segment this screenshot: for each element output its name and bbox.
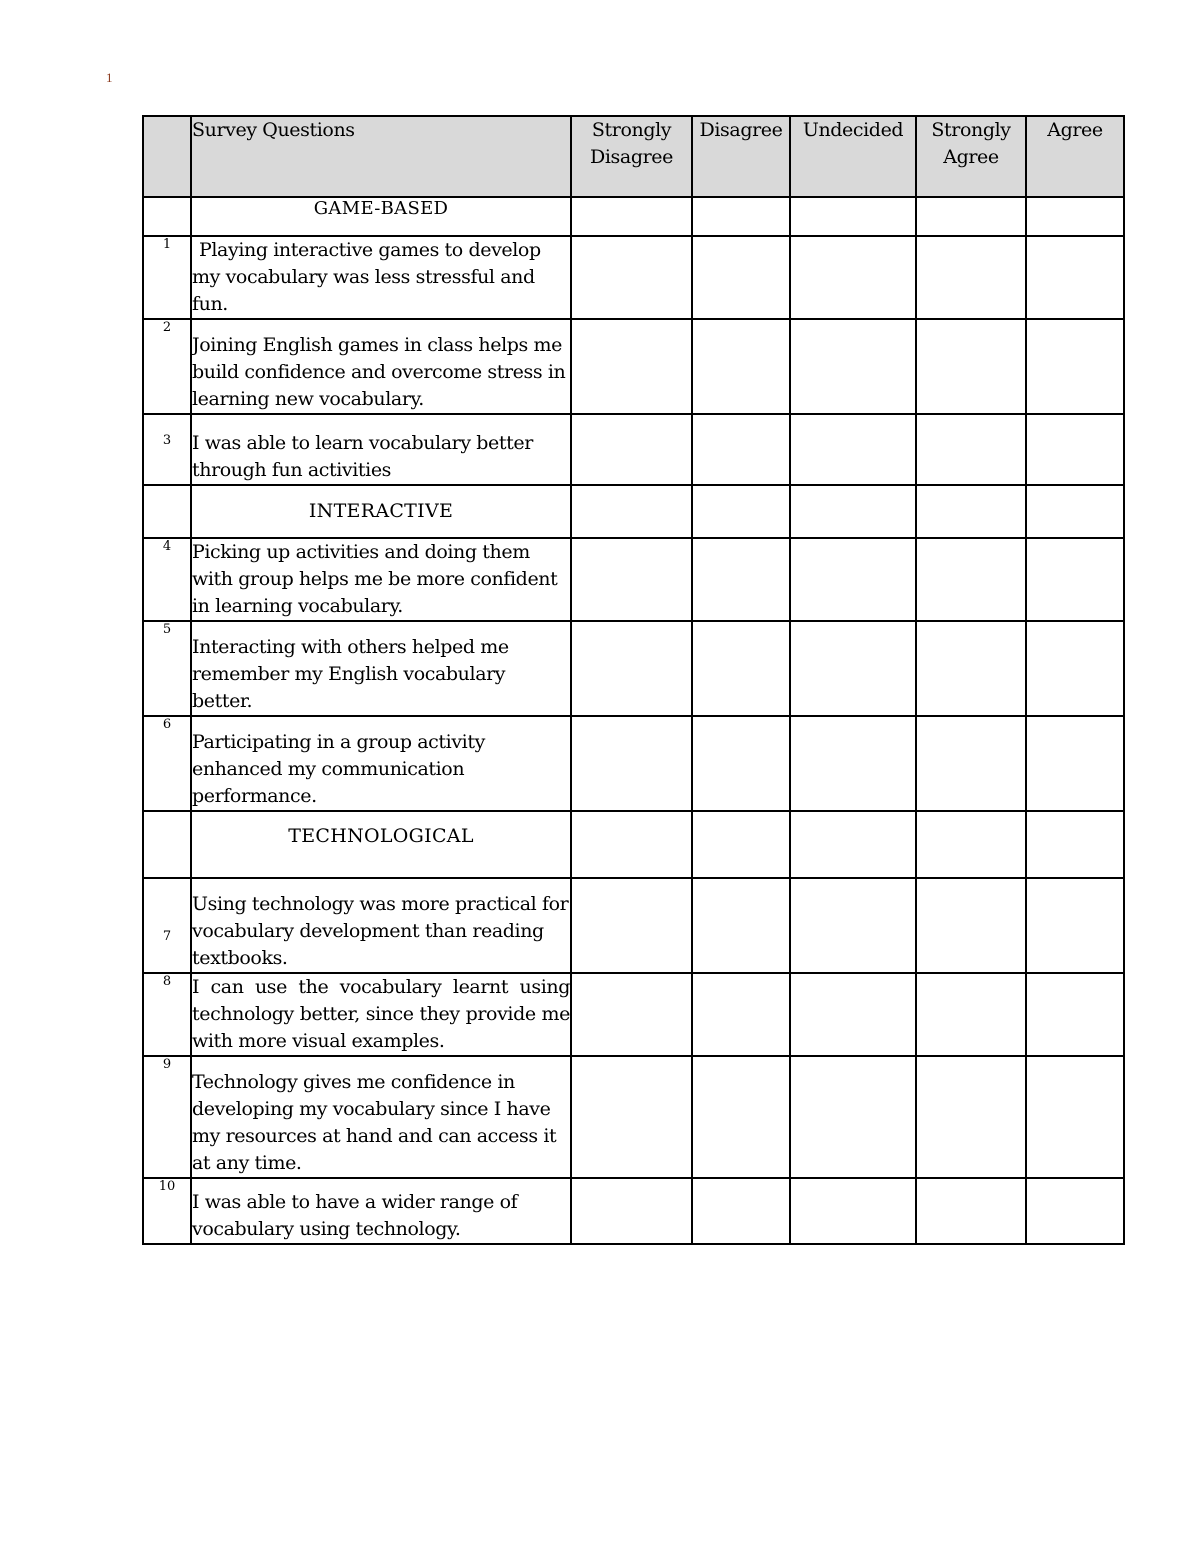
response-strongly-disagree[interactable] (571, 1056, 692, 1178)
response-disagree[interactable] (692, 236, 790, 319)
response-strongly-agree[interactable] (916, 1178, 1026, 1244)
header-disagree: Disagree (692, 116, 790, 197)
section-row-interactive (143, 485, 1124, 538)
response-disagree[interactable] (692, 414, 790, 485)
response-agree[interactable] (1026, 1178, 1124, 1244)
response-undecided[interactable] (790, 236, 916, 319)
response-agree[interactable] (1026, 1056, 1124, 1178)
response-disagree[interactable] (692, 621, 790, 716)
response-agree[interactable] (1026, 716, 1124, 811)
page-number: 1 (106, 70, 113, 85)
response-disagree[interactable] (692, 878, 790, 973)
response-undecided[interactable] (790, 621, 916, 716)
response-strongly-disagree[interactable] (571, 716, 692, 811)
question-row (143, 414, 1124, 485)
header-number-cell (143, 116, 191, 197)
question-text: Playing interactive games to develop my vocabulary was less stressful and fun. (191, 236, 571, 319)
response-agree[interactable] (1026, 973, 1124, 1056)
question-number: 1 (143, 236, 191, 319)
question-number: 9 (143, 1056, 191, 1178)
response-undecided[interactable] (790, 1178, 916, 1244)
response-undecided[interactable] (790, 538, 916, 621)
question-number: 8 (143, 973, 191, 1056)
question-row (143, 236, 1124, 319)
question-number: 7 (143, 878, 191, 973)
response-undecided[interactable] (790, 414, 916, 485)
question-number: 10 (143, 1178, 191, 1244)
response-strongly-agree[interactable] (916, 1056, 1026, 1178)
question-text: Technology gives me confidence in developing my vocabulary since I have my resources at hand and can access it at any time. (191, 1056, 571, 1178)
question-text: Interacting with others helped me remember my English vocabulary better. (191, 621, 571, 716)
section-label-interactive: INTERACTIVE (191, 485, 571, 538)
question-row (143, 319, 1124, 414)
question-text: Using technology was more practical for vocabulary development than reading textbooks. (191, 878, 571, 973)
header-undecided: Undecided (790, 116, 916, 197)
response-agree[interactable] (1026, 878, 1124, 973)
response-disagree[interactable] (692, 973, 790, 1056)
section-label-game-based: GAME-BASED (191, 197, 571, 236)
section-row-technological (143, 811, 1124, 878)
question-row (143, 1056, 1124, 1178)
response-strongly-agree[interactable] (916, 236, 1026, 319)
header-agree: Agree (1026, 116, 1124, 197)
response-strongly-disagree[interactable] (571, 1178, 692, 1244)
question-text: Picking up activities and doing them with group helps me be more confident in learning vocabulary. (191, 538, 571, 621)
response-strongly-disagree[interactable] (571, 414, 692, 485)
question-number: 6 (143, 716, 191, 811)
question-row (143, 1178, 1124, 1244)
header-strongly-agree: Strongly Agree (916, 116, 1026, 197)
question-number: 3 (143, 414, 191, 485)
question-number: 5 (143, 621, 191, 716)
question-row (143, 538, 1124, 621)
response-strongly-agree[interactable] (916, 538, 1026, 621)
response-undecided[interactable] (790, 973, 916, 1056)
section-label-technological: TECHNOLOGICAL (191, 811, 571, 878)
question-row (143, 878, 1124, 973)
response-disagree[interactable] (692, 319, 790, 414)
section-row-game-based (143, 197, 1124, 236)
response-agree[interactable] (1026, 538, 1124, 621)
response-undecided[interactable] (790, 878, 916, 973)
survey-table (142, 115, 1125, 1245)
response-strongly-agree[interactable] (916, 621, 1026, 716)
question-text: Participating in a group activity enhanced my communication performance. (191, 716, 571, 811)
response-strongly-agree[interactable] (916, 414, 1026, 485)
question-row (143, 973, 1124, 1056)
response-undecided[interactable] (790, 1056, 916, 1178)
response-disagree[interactable] (692, 538, 790, 621)
response-strongly-disagree[interactable] (571, 973, 692, 1056)
question-text: Joining English games in class helps me build confidence and overcome stress in learning new vocabulary. (191, 319, 571, 414)
response-strongly-disagree[interactable] (571, 538, 692, 621)
question-row (143, 621, 1124, 716)
response-agree[interactable] (1026, 236, 1124, 319)
response-strongly-disagree[interactable] (571, 621, 692, 716)
response-strongly-disagree[interactable] (571, 236, 692, 319)
response-disagree[interactable] (692, 1056, 790, 1178)
response-strongly-agree[interactable] (916, 319, 1026, 414)
question-text: I was able to learn vocabulary better through fun activities (191, 414, 571, 485)
response-undecided[interactable] (790, 716, 916, 811)
question-text: I was able to have a wider range of vocabulary using technology. (191, 1178, 571, 1244)
response-strongly-disagree[interactable] (571, 319, 692, 414)
response-agree[interactable] (1026, 414, 1124, 485)
header-strongly-disagree: Strongly Disagree (571, 116, 692, 197)
question-text: I can use the vocabulary learnt using technology better, since they provide me with more visual examples. (191, 973, 571, 1056)
response-agree[interactable] (1026, 621, 1124, 716)
header-row (143, 116, 1124, 197)
header-survey-questions: Survey Questions (191, 116, 571, 197)
response-strongly-agree[interactable] (916, 716, 1026, 811)
question-row (143, 716, 1124, 811)
question-number: 4 (143, 538, 191, 621)
response-agree[interactable] (1026, 319, 1124, 414)
response-disagree[interactable] (692, 1178, 790, 1244)
question-number: 2 (143, 319, 191, 414)
response-undecided[interactable] (790, 319, 916, 414)
response-strongly-agree[interactable] (916, 878, 1026, 973)
response-strongly-disagree[interactable] (571, 878, 692, 973)
response-disagree[interactable] (692, 716, 790, 811)
response-strongly-agree[interactable] (916, 973, 1026, 1056)
